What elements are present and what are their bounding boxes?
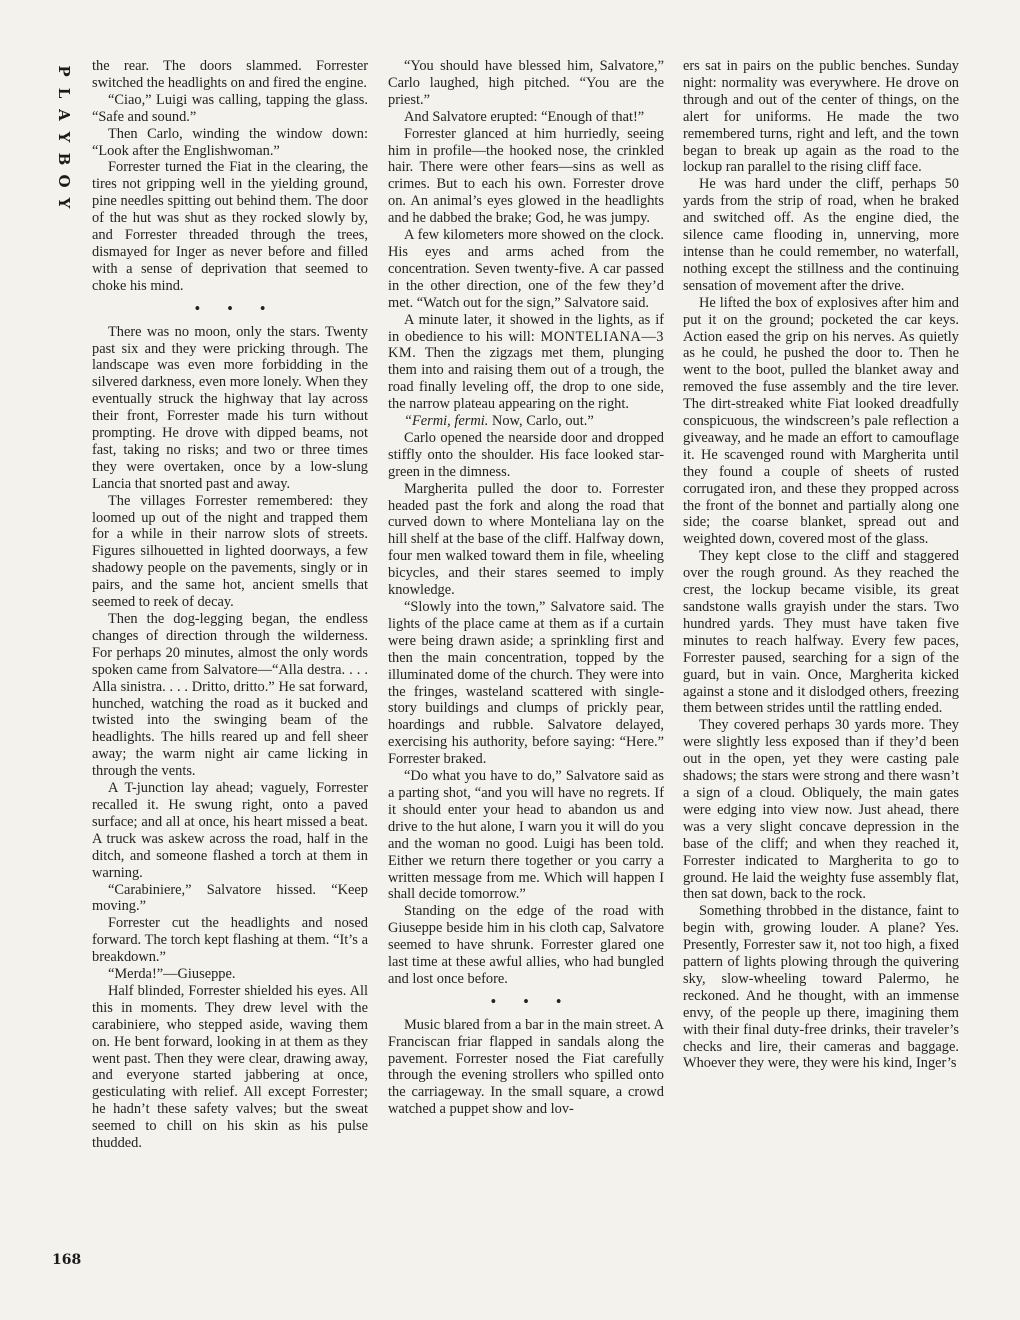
- magazine-letter: Y: [55, 131, 73, 143]
- magazine-letter: A: [55, 109, 73, 121]
- paragraph: ers sat in pairs on the public benches. Sunday night: normality was everywhere. He drove on through and out of the center of things, on the alert for uniforms. He made the two remembered turns, right and left, and the town began to break up again as the road to the lockup ran parallel to the rising cliff face.: [683, 58, 959, 176]
- paragraph: A few kilometers more showed on the clock. His eyes and arms ached from the concentration. Seven twenty-five. A car passed in the other direction, one of the few they’d met. “Watch out for the sign,” Salvatore said.: [388, 227, 664, 311]
- paragraph: Then the dog-legging began, the endless changes of direction through the wilderness. For perhaps 20 minutes, almost the only words spoken came from Salvatore—“Alla destra. . . . Alla sinistra. . . . Dritto, dritto.” He sat forward, hunched, watching the road as it bucked and twisted into the swinging beam of the headlights. The hills reared up and fell sheer away; the warm night air came licking in through the vents.: [92, 611, 368, 780]
- paragraph: The villages Forrester remembered: they loomed up out of the night and trapped them for a while in their narrow slots of streets. Figures silhouetted in lighted doorways, a few shadowy people on the pavements, singly or in pairs, and the same hot, ancient smells that seemed to reek of decay.: [92, 492, 368, 611]
- paragraph: Forrester glanced at him hurriedly, seeing him in profile—the hooked nose, the crinkled hair. There were other fears—sins as well as crimes. But to each his own. Forrester drove on. An animal’s eyes glowed in the headlights and he dabbed the brake; God, he was jumpy.: [388, 125, 664, 227]
- magazine-letter: Y: [55, 197, 73, 209]
- paragraph: He was hard under the cliff, perhaps 50 yards from the strip of road, when he braked and switched off. As the engine died, the silence came flooding in, unnerving, more intense than he could remember, no waterfall, nothing except the stillness and the continuing sensation of movement after the drive.: [683, 176, 959, 294]
- paragraph: [388, 413, 664, 430]
- magazine-letter: P: [55, 65, 73, 77]
- magazine-letter: O: [55, 174, 73, 188]
- paragraph-text: A minute later, it showed in the lights, as if in obedience to his will:: [388, 311, 664, 345]
- paragraph: Forrester turned the Fiat in the clearing, the tires not gripping well in the yielding ground, pine needles spitting out behind them. The door of the hut was shut as they rocked slowly by, and Forrester threaded through the trees, dismayed for Inger as never before and filled with a sense of deprivation that seemed to choke his mind.: [92, 159, 368, 294]
- magazine-letter: L: [55, 87, 73, 99]
- paragraph-text: Then the zigzags met them, plunging them into and raising them out of a trough, the road finally leveling off, the drop to one side, the narrow plateau appearing on the right.: [388, 345, 664, 413]
- paragraph: [388, 312, 664, 413]
- road-sign-text: MONTELIANA—3 KM.: [388, 328, 664, 362]
- paragraph: They covered perhaps 30 yards more. They were slightly less exposed than if they’d been out in the open, yet they were casting pale shadows; the stars were strong and there wasn’t a sign of a cloud. Obliquely, the main gates were edging into view now. Just ahead, there was a very slight concave depression in the base of the cliff; and when they reached it, Forrester indicated to Margherita to go to ground. He laid the weighty fuse assembly flat, then sat down, back to the rock.: [683, 717, 959, 903]
- paragraph: “Carabiniere,” Salvatore hissed. “Keep moving.”: [92, 881, 368, 915]
- page-number: 168: [52, 1252, 82, 1268]
- paragraph: “Slowly into the town,” Salvatore said. The lights of the place came at them as if a curtain were being drawn aside; a sprinkling first and then the main concentration, topped by the illuminated dome of the church. They were into the fringes, wasteland scattered with single-story buildings and clumps of prickly pear, hoardings and rubble. Salvatore delayed, exercising his authority, before saying: “Here.” Forrester braked.: [388, 599, 664, 768]
- paragraph: “Ciao,” Luigi was calling, tapping the glass. “Safe and sound.”: [92, 91, 368, 125]
- paragraph: “You should have blessed him, Salvatore,” Carlo laughed, high pitched. “You are the priest.”: [388, 58, 664, 108]
- paragraph-text: Now, Carlo, out.”: [491, 413, 594, 430]
- text-column-1: [92, 58, 368, 1278]
- section-break: • • •: [194, 300, 278, 317]
- paragraph: Forrester cut the headlights and nosed forward. The torch kept flashing at them. “It’s a breakdown.”: [92, 915, 368, 966]
- paragraph: “Merda!”—Giuseppe.: [108, 966, 236, 983]
- paragraph: Something throbbed in the distance, faint to begin with, growing louder. A plane? Yes. Presently, Forrester saw it, not too high, a fixed pattern of lights plowing through the quivering sky, slow-wheeling toward Palermo, he reckoned. And he thought, with an immense envy, of the people up there, imagining them with their final duty-free drinks, their traveler’s checks and lire, their cameras and baggage. Whoever they were, they were his kind, Inger’s: [683, 903, 959, 1072]
- paragraph: Standing on the edge of the road with Giuseppe beside him in his cloth cap, Salvatore seemed to have shrunk. Forrester glared one last time at these awful allies, who had bungled and lost once before.: [388, 903, 664, 987]
- magazine-name-vertical: [52, 60, 76, 214]
- paragraph: They kept close to the cliff and staggered over the rough ground. As they reached the crest, the lockup became visible, its great sandstone walls grayish under the stars. Two hundred yards. They must have taken five minutes to reach halfway. Every few paces, Forrester paused, searching for a sign of the guard, but in vain. Once, Margherita kicked against a stone and it dislodged others, freezing them between strides until the rattling ended.: [683, 548, 959, 717]
- paragraph: the rear. The doors slammed. Forrester switched the headlights on and fired the engine.: [92, 58, 368, 91]
- paragraph: “Do what you have to do,” Salvatore said as a parting shot, “and you will have no regrets. If it should enter your head to abandon us and drive to the hut alone, I warn you it will do you and the woman no good. Luigi has been told. Either we return there together or you carry a written message from me. Which will happen I shall decide tomorrow.”: [388, 768, 664, 903]
- paragraph: Then Carlo, winding the window down: “Look after the Englishwoman.”: [92, 125, 368, 159]
- paragraph: He lifted the box of explosives after him and put it on the ground; pocketed the car keys. Action eased the grip on his nerves. As quietly as he could, he pushed the door to. Then he went to the boot, pulled the blanket away and removed the fuse assembly and the tire lever. The dirt-streaked white Fiat looked dreadfully conspicuous, the windscreen’s pale reflection a giveaway, and he made an effort to camouflage it. He scavenged round with Margherita until they found a couple of sheets of rusted corrugated iron, and these they propped across the front of the bonnet and partially along one side; the coarse blanket, spread out and weighted down, covered most of the glass.: [683, 294, 959, 548]
- magazine-letter: B: [55, 152, 73, 166]
- section-break: • • •: [490, 993, 574, 1010]
- paragraph: A T-junction lay ahead; vaguely, Forrester recalled it. He swung right, onto a paved surface; and all at once, his heart missed a beat. A truck was askew across the road, half in the ditch, and someone flashed a torch at them in warning.: [92, 780, 368, 881]
- text-column-2: [388, 58, 664, 1278]
- paragraph: And Salvatore erupted: “Enough of that!”: [404, 108, 645, 125]
- paragraph: Carlo opened the nearside door and dropped stiffly onto the shoulder. His face looked star-green in the dimness.: [388, 429, 664, 480]
- paragraph: Music blared from a bar in the main street. A Franciscan friar flapped in sandals along the pavement. Forrester nosed the Fiat carefully through the evening strollers who spilled onto the carriageway. In the small square, a crowd watched a puppet show and lov-: [388, 1016, 664, 1118]
- text-column-3: [683, 58, 959, 1278]
- paragraph: Margherita pulled the door to. Forrester headed past the fork and along the road that curved down to where Monteliana lay on the hill shelf at the base of the cliff. Halfway down, four men walked toward them in file, wheeling bicycles, and their stares seemed to imply knowledge.: [388, 480, 664, 599]
- italic-text: “Fermi, fermi.: [404, 413, 489, 430]
- paragraph: There was no moon, only the stars. Twenty past six and they were pricking through. The landscape was even more forbidding in the silvered darkness, even more lonely. When they eventually struck the highway that lay across their front, Forrester made his turn without prompting. He drove with dipped beams, not fast, taking no risks; and two or three times they were overtaken, once by a low-slung Lancia that snorted past and away.: [92, 323, 368, 492]
- paragraph: Half blinded, Forrester shielded his eyes. All this in moments. They drew level with the carabiniere, who stepped aside, waving them on. He bent forward, looking in at them as they went past. Then they were clear, drawing away, and everyone started jabbering at once, gesticulating with relief. All except Forrester; he hadn’t these safety valves; but the sweat seemed to chill on his skin as his pulse thudded.: [92, 982, 368, 1152]
